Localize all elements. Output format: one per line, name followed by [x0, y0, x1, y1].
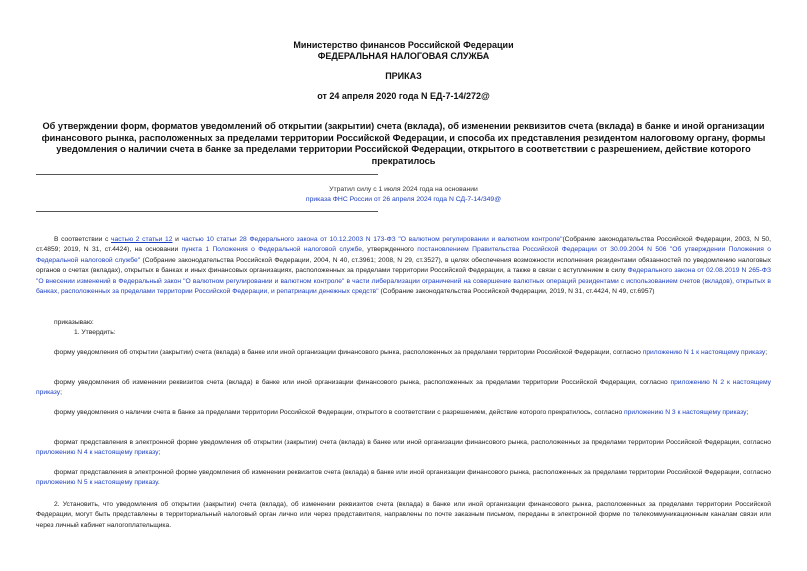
- form-4-end: ;: [158, 449, 161, 457]
- divider-bottom: [36, 211, 378, 212]
- form-2-end: ;: [60, 389, 62, 397]
- form-5-text: формат представления в электронной форме уведомления об изменении реквизитов счета (вклада) в банке или иной организации финансового рынка, расположенных за пределами территории Российской Федерации, согласно: [54, 469, 771, 476]
- law-265fz-link[interactable]: Федерального закона от 02.08.2019 N 265-ФЗ "О внесении изменений в Федеральный закон "О валютном регулировании и валютном контроле" в части либерализации ограничений на совершение валютных операций резидентами с использованием счетов (вкладов), открытых в банках, расположенных за пределами территории Российской Федерации, и репатриации денежных средств": [36, 267, 771, 296]
- form-3-text: форму уведомления о наличии счета в банке за пределами территории Российской Федерации, открытого в соответствии с разрешением, действие которого прекратилось, согласно: [54, 409, 625, 416]
- form-item-2: [36, 378, 771, 399]
- expiry-note: [0, 185, 807, 205]
- order-word: приказываю:: [54, 319, 94, 326]
- document-title: Об утверждении форм, форматов уведомлений об открытии (закрытии) счета (вклада), об изменении реквизитов счета (вклада) в банке и иной организации финансового рынка, расположенных за пределами территории Российской Федерации, и способа их представления резидентом налоговому органу, формы уведомления о наличии счета в банке за пределами территории Российской Федерации, открытого в соответствии с разрешением, действие которого прекратилось: [41, 121, 766, 166]
- form-4-text: формат представления в электронной форме уведомления об открытии (закрытии) счета (вклада) в банке или иной организации финансового рынка, расположенных за пределами территории Российской Федерации, согласно: [54, 439, 771, 446]
- preamble-text-2: и: [172, 236, 182, 243]
- preamble-text-3: (Собрание законодательства Российской Федерации, 2003, N 50, ст.4859; 2019, N 31, ст.4424), на основании: [36, 236, 772, 254]
- form-item-3: [36, 408, 771, 418]
- form-2-text: форму уведомления об изменении реквизитов счета (вклада) в банке или иной организации финансового рынка, расположенных за пределами территории Российской Федерации, согласно: [54, 379, 671, 386]
- form-item-4: [36, 438, 771, 459]
- law-part2-article12-link[interactable]: частью 2 статьи 12: [111, 236, 173, 243]
- divider-top: [36, 174, 378, 175]
- preamble-text-1: В соответствии с: [54, 236, 111, 243]
- form-item-1: [36, 348, 771, 358]
- government-decree-506-link[interactable]: постановлением Правительства Российской Федерации от 30.09.2004 N 506 "Об утверждении Положения о Федеральной налоговой службе": [36, 246, 772, 264]
- form-1-text: форму уведомления об открытии (закрытии) счета (вклада) в банке или иной организации финансового рынка, расположенных за пределами территории Российской Федерации, согласно: [54, 349, 643, 356]
- date-number: от 24 апреля 2020 года N ЕД-7-14/272@: [317, 91, 490, 101]
- appendix-4-link[interactable]: приложению N 4 к настоящему приказу: [36, 449, 159, 457]
- form-item-5: [36, 468, 771, 489]
- expiry-note-text: Утратил силу с 1 июля 2024 года на основании: [329, 186, 478, 193]
- form-5-end: .: [157, 479, 160, 487]
- preamble-paragraph: [36, 235, 771, 297]
- service-name: ФЕДЕРАЛЬНАЯ НАЛОГОВАЯ СЛУЖБА: [317, 51, 490, 61]
- form-1-end: ;: [765, 349, 768, 356]
- preamble-text-6: (Собрание законодательства Российской Федерации, 2019, N 31, ст.4424, N 49, ст.6957): [378, 288, 655, 296]
- appendix-2-link[interactable]: приложению N 2 к настоящему приказу: [36, 379, 771, 397]
- appendix-5-link[interactable]: приложению N 5 к настоящему приказу: [36, 479, 158, 487]
- document-type: ПРИКАЗ: [385, 71, 422, 81]
- item-1: 1. Утвердить:: [74, 329, 116, 336]
- preamble-text-4: , утвержденного: [362, 246, 418, 254]
- form-3-end: ;: [746, 409, 749, 416]
- item-2: 2. Установить, что уведомления об открытии (закрытии) счета (вклада), об изменении реквизитов счета (вклада) в банке или иной организации финансового рынка, расположенных за пределами территории Российской Федерации, могут быть представлены в территориальный налоговый орган лично или через представителя, направлены по почте заказным письмом, переданы в электронной форме по телекоммуникационным каналам связи или через личный кабинет налогоплательщика.: [36, 501, 771, 529]
- preamble-text-5: (Собрание законодательства Российской Федерации, 2004, N 40, ст.3961; 2008, N 29, ст.3527), в целях обеспечения возможности исполнения резидентами обязанностей по уведомлению налоговых органов о счетах (вкладах), открытых в банках и иных финансовых организациях, расположенных за пределами территории Российской Федерации, а также в связи с вступлением в силу: [36, 256, 771, 275]
- ministry-name: Министерство финансов Российской Федерации: [293, 40, 514, 50]
- appendix-1-link[interactable]: приложению N 1 к настоящему приказу: [642, 349, 766, 356]
- fns-regulation-link[interactable]: пункта 1 Положения о Федеральной налоговой службе: [181, 246, 363, 254]
- law-173fz-link[interactable]: частью 10 статьи 28 Федерального закона от 10.12.2003 N 173-ФЗ "О валютном регулировании и валютном контроле": [181, 236, 563, 243]
- expiry-order-link[interactable]: приказа ФНС России от 26 апреля 2024 года N СД-7-14/349@: [305, 196, 502, 203]
- appendix-3-link[interactable]: приложению N 3 к настоящему приказу: [624, 409, 747, 416]
